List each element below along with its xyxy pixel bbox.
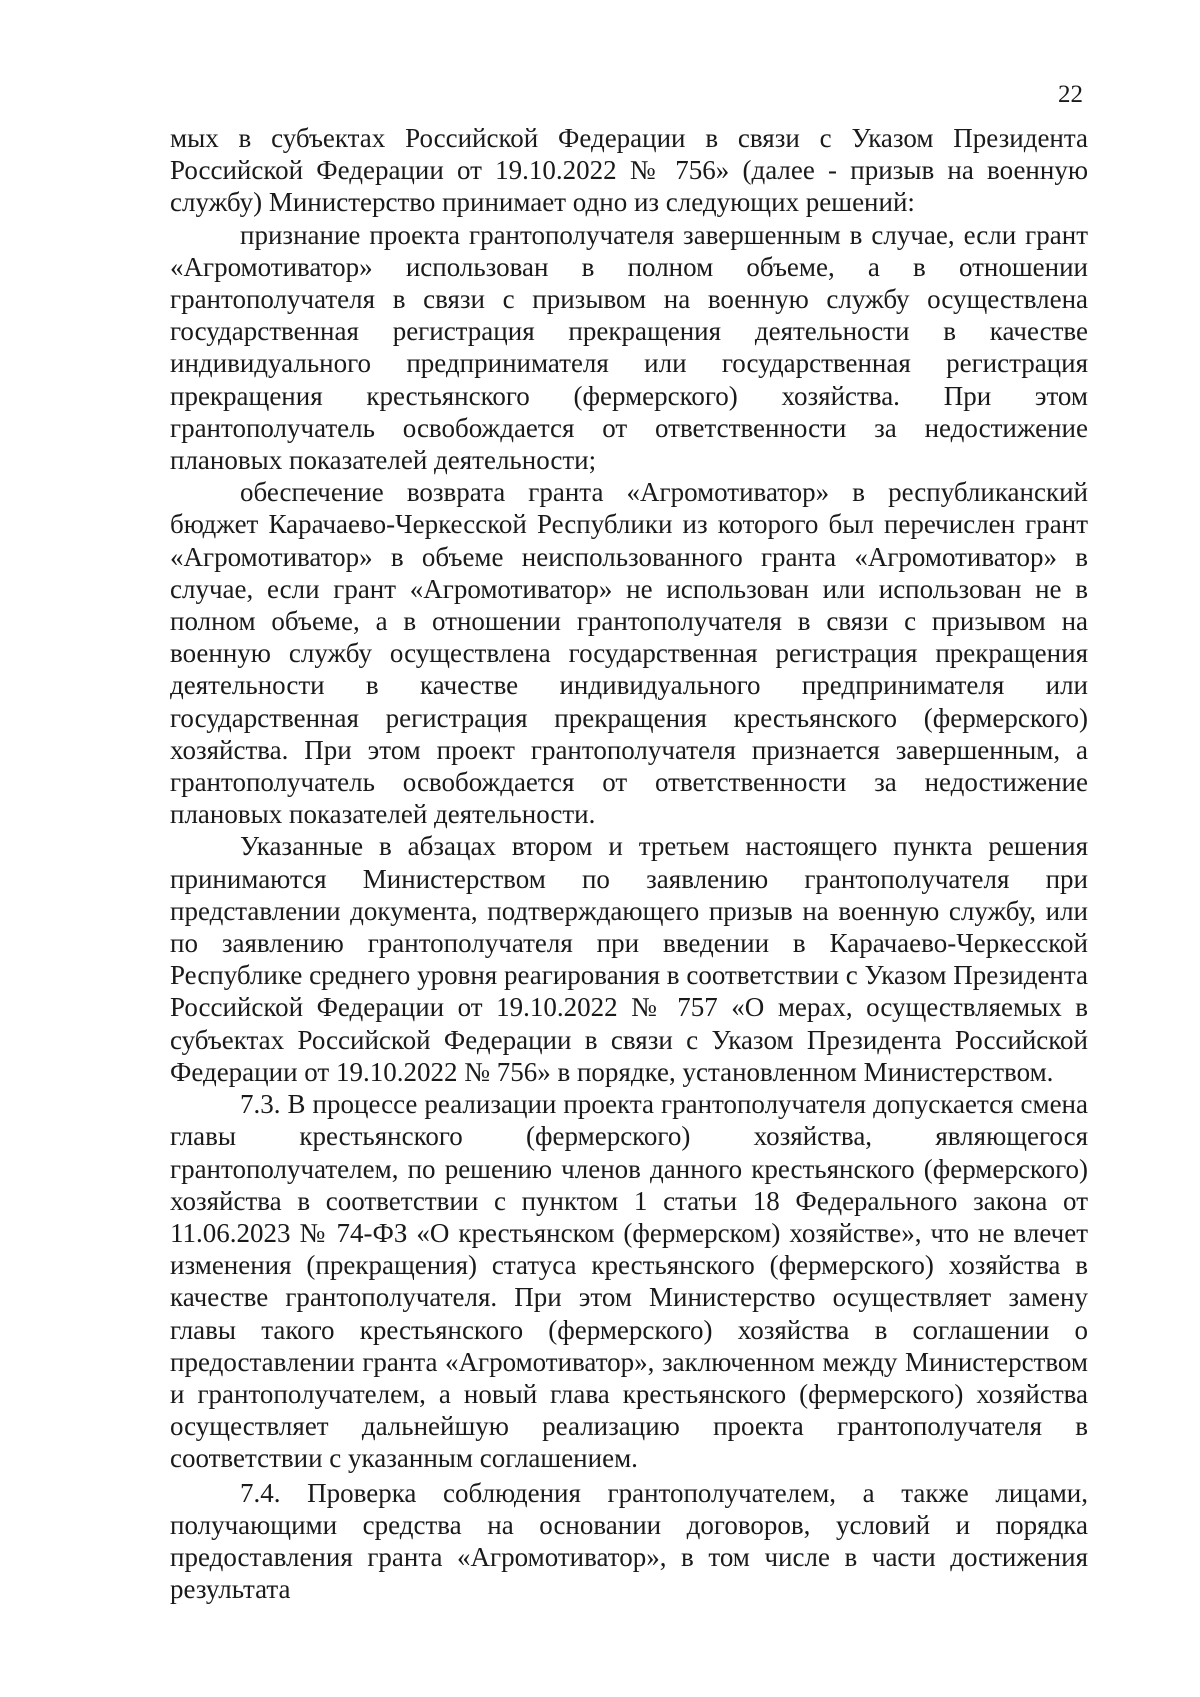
paragraph-decision-completed: признание проекта грантополучателя завершенным в случае, если грант «Агромотиватор» использован в полном объеме, а в отношении грантополучателя в связи с призывом на военную службу осуществлена государственная регистрация прекращения деятельности в качестве индивидуального предпринимателя или государственная регистрация прекращения крестьянского (фермерского) хозяйства. При этом грантополучатель освобождается от ответственности за недостижение плановых показателей деятельности;: [170, 219, 1088, 476]
paragraph-clause-7-3: 7.3. В процессе реализации проекта грантополучателя допускается смена главы крестьянского (фермерского) хозяйства, являющегося грантополучателем, по решению членов данного крестьянского (фермерского) хозяйства в соответствии с пунктом 1 статьи 18 Федерального закона от 11.06.2023 № 74-ФЗ «О крестьянском (фермерском) хозяйстве», что не влечет изменения (прекращения) статуса крестьянского (фермерского) хозяйства в качестве грантополучателя. При этом Министерство осуществляет замену главы такого крестьянского (фермерского) хозяйства в соглашении о предоставлении гранта «Агромотиватор», заключенном между Министерством и грантополучателем, а новый глава крестьянского (фермерского) хозяйства осуществляет дальнейшую реализацию проекта грантополучателя в соответствии с указанным соглашением.: [170, 1089, 1088, 1474]
paragraph-decisions-procedure: Указанные в абзацах втором и третьем настоящего пункта решения принимаются Министерством по заявлению грантополучателя при представлении документа, подтверждающего призыв на военную службу, или по заявлению грантополучателя при введении в Карачаево-Черкесской Республике среднего уровня реагирования в соответствии с Указом Президента Российской Федерации от 19.10.2022 № 757 «О мерах, осуществляемых в субъектах Российской Федерации в связи с Указом Президента Российской Федерации от 19.10.2022 № 756» в порядке, установленном Министерством.: [170, 831, 1088, 1087]
document-body: [170, 122, 1088, 1605]
page-number: 22: [1058, 81, 1083, 108]
paragraph-clause-7-4: 7.4. Проверка соблюдения грантополучателем, а также лицами, получающими средства на основании договоров, условий и порядка предоставления гранта «Агромотиватор», в том числе в части достижения результата: [170, 1477, 1088, 1605]
paragraph-decision-refund: обеспечение возврата гранта «Агромотиватор» в республиканский бюджет Карачаево-Черкесской Республики из которого был перечислен грант «Агромотиватор» в объеме неиспользованного гранта «Агромотиватор» в случае, если грант «Агромотиватор» не использован или использован не в полном объеме, а в отношении грантополучателя в связи с призывом на военную службу осуществлена государственная регистрация прекращения деятельности в качестве индивидуального предпринимателя или государственная регистрация прекращения крестьянского (фермерского) хозяйства. При этом проект грантополучателя признается завершенным, а грантополучатель освобождается от ответственности за недостижение плановых показателей деятельности.: [170, 477, 1088, 830]
paragraph-continuation: мых в субъектах Российской Федерации в связи с Указом Президента Российской Федерации от 19.10.2022 № 756» (далее - призыв на военную службу) Министерство принимает одно из следующих решений:: [170, 123, 1088, 218]
